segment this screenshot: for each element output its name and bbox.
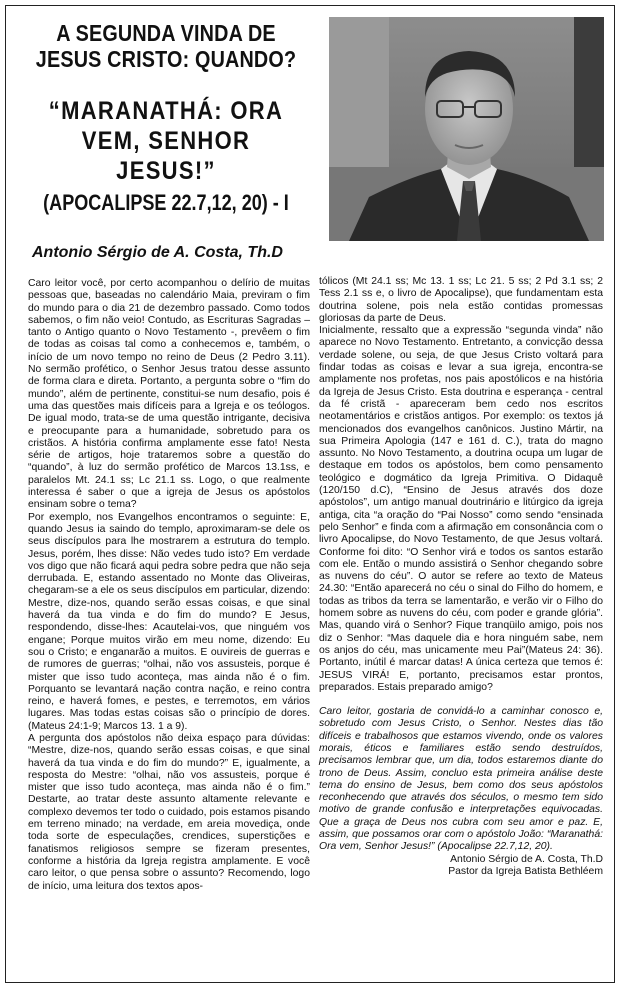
signature-name: Antonio Sérgio de A. Costa, Th.D xyxy=(450,853,603,865)
closing-paragraph: Caro leitor, gostaria de convidá-lo a caminhar conosco e, sobretudo com Jesus Cristo, o Senhor. Nestes dias tão difíceis e trabalhosos que estamos vivendo, onde os valores morais, éticos e familiares estão sendo destruídos, precisamos lembrar que, um dia, todos estaremos diante do trono de Deus. Assim, concluo esta primeira análise deste tema do ensino de Jesus, bem como dos seus apóstolos reconhecendo que através dos séculos, o mesmo tem sido motivo de grande confusão e interpretações equivocadas. Que a graça de Deus nos cubra com seu amor e paz. E, assim, que possamos orar com o apóstolo João: “Maranathá: Ora vem, Senhor Jesus!” (Apocalipse 22.7,12, 20). xyxy=(319,706,603,853)
headline-quote-line-1: “MARANATHÁ: ORA xyxy=(48,97,284,125)
author-byline: Antonio Sérgio de A. Costa, Th.D xyxy=(32,244,283,261)
paragraph: Inicialmente, ressalto que a expressão “segunda vinda” não aparece no Novo Testamento. Entretanto, a convicção dessa verdade solene, ou seja, de que Jesus Cristo voltará para findar todas as coisas e levar a sua igreja, encontra-se amplamente nos profetas, nos pais apostólicos e na história da Igreja de Jesus Cristo. Esta doutrina e esperança - central da fé cristã - apareceram bem cedo nos escritos neotamentários e cristãos antigos. Por exemplo: os textos já mencionados dos evangelhos canônicos. Justino Mártir, na sua Primeira Apologia (147 e 161 d. C.), trata do magno assunto. No Novo Testamento, a doutrina ocupa um lugar de destaque em todos os apóstolos, bem como pensamento teológico e dogmático da Igreja Primitiva. O Didaquê (120/150 d.C), “Ensino de Jesus através dos doze apóstolos”, um antigo manual doutrinário e litúrgico da igreja antiga, cita “a oração do “Pai Nosso” como sendo “ensinada pelo Senhor” e finda com a afirmação em consonância com o livro Apocalipse, do Novo Testamento, de que Jesus voltará. Conforme foi dito: “O Senhor virá e todos os santos estarão com ele. Então o mundo assistirá o Senhor chegando sobre as nuvens do céu”. O autor se refere ao texto de Mateus 24.30: “Então aparecerá no céu o sinal do Filho do homem, e todas as tribos da terra se lamentarão, e verão vir o Filho do homem sobre as nuvens do céu, com poder e grande glória”. Mas, quando virá o Senhor? Fique tranqüilo amigo, pois nos diz o Senhor: “Mas daquele dia e hora ninguém sabe, nem os anjos do céu, mas unicamente meu Pai”(Mateus 24: 36). Portanto, inútil é marcar datas! A única certeza que temos é: JESUS VIRÁ! E, portanto, precisamos estar prontos, preparados. Estais preparado amigo? xyxy=(319,325,603,693)
paragraph: Por exemplo, nos Evangelhos encontramos o seguinte: E, quando Jesus ia saindo do templo, aproximaram-se dele os seus discípulos para lhe mostrarem a estrutura do templo. Jesus, porém, lhes disse: Não vedes tudo isto? Em verdade vos digo que não ficará aqui pedra sobre pedra que não seja derrubada. E, estando assentado no Monte das Oliveiras, chegaram-se a ele os seus discípulos em particular, dizendo: Mestre, dize-nos, quando serão essas coisas, e que sinal haverá da tua vinda e do fim do mundo? E Jesus, respondendo, disse-lhes: Acautelai-vos, que ninguém vos engane; Porque muitos virão em meu nome, dizendo: Eu sou o Cristo; e enganarão a muitos. E ouvireis de guerras e de rumores de guerras; “olhai, não vos assusteis, porque é mister que isso tudo aconteça, mas ainda não é o fim. Porquanto se levantará nação contra nação, e reino contra reino, e haverá fomes, e pestes, e terremotos, em vários lugares. Mas todas estas coisas são o princípio de dores. (Mateus 24:1-9; Marcos 13. 1 a 9). xyxy=(28,511,310,732)
author-photo xyxy=(329,17,604,241)
headline-quote-line-2: VEM, SENHOR JESUS!” xyxy=(81,127,251,185)
article-column-right xyxy=(319,276,603,878)
paragraph: Caro leitor você, por certo acompanhou o delírio de muitas pessoas que, baseadas no calendário Maia, previram o fim do mundo para o dia 21 de dezembro passado. Como todos sabemos, o fim não veio! Contudo, as Escrituras Sagradas – tanto o Antigo quanto o Novo Testamento -, prevêem o fim de todas as coisas tal como a conhecemos e, também, o início de um novo tempo no reino de Deus (2 Pedro 3.11). No sermão profético, o Senhor Jesus tratou desse assunto de forma clara e direta. Portanto, a pergunta sobre o “fim do mundo”, além de pertinente, constitui-se num desafio, pois é uma das questões mais difíceis para a Igreja e os teólogos. De igual modo, trata-se de uma questão intrigante, decisiva e preocupante para a humanidade, sobretudo para os cristãos. A história confirma amplamente esse fato! Nesta série de artigos, hoje trataremos sobre a questão do “quando”, à luz do sermão profético de Marcos 13.1ss, e paralelos Mt. 24.1 ss; Lc 21.1 ss. Logo, o que realmente interessa é saber o que a igreja de Jesus os apóstolos ensinam sobre o tema? xyxy=(28,278,310,511)
article-column-left xyxy=(28,278,310,893)
headline-line-1: A SEGUNDA VINDA DE xyxy=(56,20,276,46)
paragraph: tólicos (Mt 24.1 ss; Mc 13. 1 ss; Lc 21. 5 ss; 2 Pd 3.1 ss; 2 Tess 2.1 ss e, o livro de Apocalipse), que fundamentam esta doutrina solene, pois nela estão contidas promessas gloriosas da parte de Deus. xyxy=(319,276,603,324)
signature-role: Pastor da Igreja Batista Bethléem xyxy=(448,865,603,877)
newspaper-article xyxy=(5,5,615,983)
author-portrait-image xyxy=(329,17,604,241)
paragraph: A pergunta dos apóstolos não deixa espaço para dúvidas: “Mestre, dize-nos, quando serão essas coisas, e que sinal haverá da tua vinda e do fim do mundo?” E, igualmente, a resposta do Mestre: “olhai, não vos assusteis, porque é mister que isso tudo aconteça, mas ainda não é o fim.” Destarte, ao tratar deste assunto altamente relevante e complexo devemos ter todo o cuidado, pois estamos pisando em terreno minado; na verdade, em areia movediça, onde toda sorte de especulações, crendices, superstições e fanatismos religiosos sempre se fizeram presentes, conforme a história da Igreja registra amplamente. E você caro leitor, o que pensa sobre o assunto? Recomendo, logo de início, uma leitura dos textos apos- xyxy=(28,732,310,892)
headline-line-2: JESUS CRISTO: QUANDO? xyxy=(35,46,297,72)
headline-block xyxy=(6,6,326,216)
headline-reference: (APOCALIPSE 22.7,12, 20) - I xyxy=(43,190,289,215)
headline-quote xyxy=(30,96,301,186)
headline xyxy=(35,20,296,72)
